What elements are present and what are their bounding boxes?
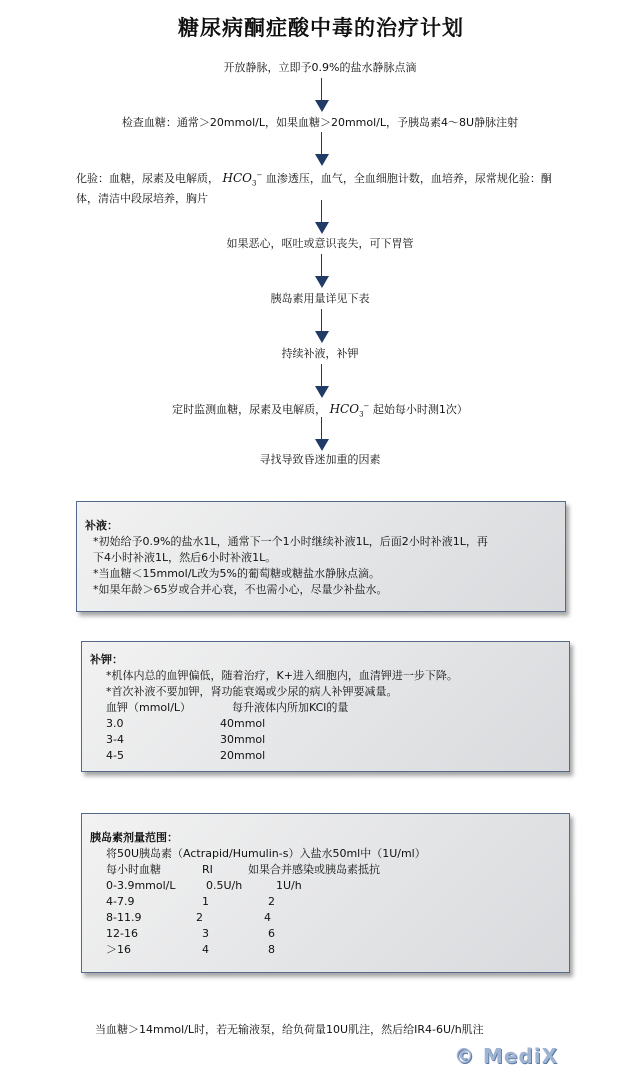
insulin-row	[90, 926, 561, 942]
insulin-ri: 1	[202, 895, 209, 908]
insulin-resistance: 4	[264, 911, 271, 924]
insulin-row	[90, 942, 561, 958]
flow-arrow	[315, 417, 329, 451]
insulin-row	[90, 878, 561, 894]
potassium-kcl-value: 30mmol	[220, 733, 266, 746]
monitoring-text-1: 定时监测血糖，尿素及电解质，	[172, 403, 327, 416]
lab-tests-text-1: 化验：血糖，尿素及电解质，	[76, 172, 219, 185]
insulin-resistance: 8	[268, 943, 275, 956]
medix-watermark-logo: © MediX	[453, 1044, 558, 1068]
potassium-row	[90, 748, 561, 764]
flow-arrow	[315, 254, 329, 288]
insulin-resistance: 2	[268, 895, 275, 908]
insulin-header-resistance: 如果合并感染或胰岛素抵抗	[248, 863, 380, 876]
hco3-label: HCO	[222, 171, 252, 185]
insulin-row	[90, 910, 561, 926]
insulin-box	[81, 813, 570, 973]
step-insulin-dose: 胰岛素用量详见下表	[270, 292, 370, 305]
insulin-header-ri: RI	[202, 863, 213, 876]
page-title: 糖尿病酮症酸中毒的治疗计划	[178, 16, 464, 40]
insulin-row	[90, 894, 561, 910]
flow-arrow	[315, 200, 329, 234]
insulin-glucose: 8-11.9	[106, 911, 142, 924]
insulin-ri: 2	[196, 911, 203, 924]
insulin-glucose: 12-16	[106, 927, 138, 940]
step-gastric-tube: 如果恶心，呕吐或意识丧失，可下胃管	[226, 237, 414, 250]
insulin-table-header	[90, 862, 561, 878]
hco3-label: HCO	[329, 402, 360, 416]
insulin-title: 胰岛素剂量范围：	[90, 831, 178, 844]
potassium-header-k: 血钾（mmol/L）	[106, 701, 192, 714]
flow-arrow	[315, 78, 329, 112]
footer-note: 当血糖＞14mmol/L时，若无输液泵，给负荷量10U肌注，然后给IR4-6U/h肌注	[95, 1023, 484, 1036]
step-open-iv: 开放静脉，立即予0.9%的盐水静脉点滴	[223, 61, 417, 74]
fluids-line: *初始给予0.9%的盐水1L，通常下一个1小时继续补液1L，后面2小时补液1L，再	[93, 535, 488, 548]
hco3-subscript: 3	[359, 410, 364, 419]
flow-arrow	[315, 309, 329, 343]
step-find-causes: 寻找导致昏迷加重的因素	[259, 453, 381, 466]
fluids-line: *如果年龄＞65岁或合并心衰，不也需小心，尽量少补盐水。	[93, 583, 388, 596]
potassium-table-header	[90, 700, 561, 716]
insulin-resistance: 1U/h	[276, 879, 302, 892]
potassium-header-kcl: 每升液体内所加KCl的量	[232, 701, 349, 714]
potassium-kcl-value: 20mmol	[220, 749, 266, 762]
fluids-title: 补液：	[85, 519, 118, 532]
step-fluid-potassium: 持续补液，补钾	[281, 347, 359, 360]
fluids-box	[76, 501, 566, 612]
fluids-line: 下4小时补液1L，然后6小时补液1L。	[93, 551, 277, 564]
potassium-k-value: 3-4	[106, 733, 124, 746]
potassium-title: 补钾：	[90, 653, 123, 666]
hco3-symbol: $HCO_3^-$	[222, 171, 263, 188]
lab-tests-text-2: 血渗透压，血气，全血细胞计数，血培养，尿常规化验：酮体，清洁中段尿培养，胸片	[76, 172, 552, 206]
step-check-glucose: 检查血糖：通常＞20mmol/L，如果血糖＞20mmol/L，予胰岛素4～8U静脉注射	[121, 116, 519, 129]
flow-arrow	[315, 364, 329, 398]
insulin-ri: 0.5U/h	[206, 879, 243, 892]
insulin-resistance: 6	[268, 927, 275, 940]
insulin-glucose: ＞16	[106, 943, 131, 956]
insulin-line: 将50U胰岛素（Actrapid/Humulin-s）入盐水50ml中（1U/ml）	[106, 847, 426, 860]
insulin-glucose: 4-7.9	[106, 895, 135, 908]
potassium-row	[90, 716, 561, 732]
insulin-glucose: 0-3.9mmol/L	[106, 879, 176, 892]
potassium-line: *机体内总的血钾偏低，随着治疗，K+进入细胞内，血清钾进一步下降。	[106, 669, 458, 682]
flow-arrow	[315, 132, 329, 166]
potassium-k-value: 4-5	[106, 749, 124, 762]
fluids-line: *当血糖＜15mmol/L改为5%的葡萄糖或糖盐水静脉点滴。	[93, 567, 380, 580]
insulin-header-glucose: 每小时血糖	[106, 863, 161, 876]
hco3-subscript: 3	[251, 179, 257, 188]
hco3-symbol: $HCO_3^-$	[329, 402, 370, 419]
potassium-box	[81, 641, 570, 772]
insulin-ri: 3	[202, 927, 209, 940]
potassium-kcl-value: 40mmol	[220, 717, 266, 730]
insulin-ri: 4	[202, 943, 209, 956]
potassium-line: *首次补液不要加钾，肾功能衰竭或少尿的病人补钾要减量。	[106, 685, 398, 698]
monitoring-text-2: 起始每小时测1次）	[372, 403, 468, 416]
potassium-k-value: 3.0	[106, 717, 124, 730]
potassium-row	[90, 732, 561, 748]
